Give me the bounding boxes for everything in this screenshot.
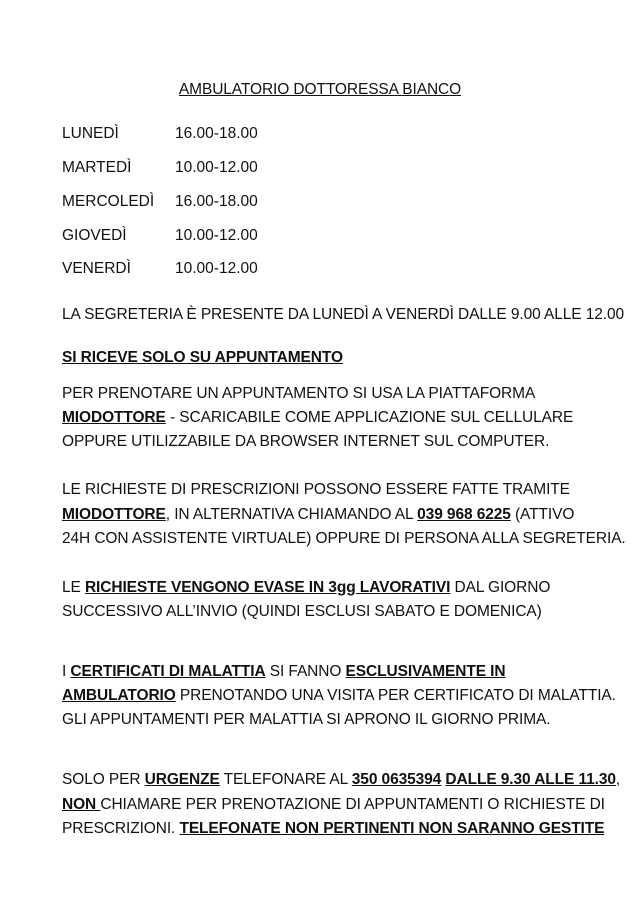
- processing-line-2: SUCCESSIVO ALL’INVIO (QUINDI ESCLUSI SABATO E DOMENICA): [62, 603, 542, 620]
- urgent-phone: 350 0635394: [351, 771, 442, 788]
- prescriptions-line-2-text: , IN ALTERNATIVA CHIAMANDO AL: [165, 506, 418, 523]
- processing-prefix: LE: [62, 579, 85, 596]
- booking-line-1: PER PRENOTARE UN APPUNTAMENTO SI USA LA PIATTAFORMA: [62, 385, 536, 402]
- sick-line-2: [62, 686, 616, 706]
- schedule-hours: 16.00-18.00: [175, 193, 258, 210]
- schedule-hours: 10.00-12.00: [175, 260, 258, 277]
- schedule-day: GIOVEDÌ: [62, 227, 127, 244]
- urgent-comma: ,: [615, 771, 621, 788]
- sick-prefix: I: [62, 663, 71, 680]
- schedule-day: VENERDÌ: [62, 260, 131, 277]
- sick-line-3: GLI APPUNTAMENTI PER MALATTIA SI APRONO IL GIORNO PRIMA.: [62, 711, 551, 728]
- processing-line-1: [62, 578, 550, 598]
- urgent-line-3: [62, 819, 604, 839]
- urgent-hours: DALLE 9.30 ALLE 11.30: [445, 771, 616, 788]
- urgent-line-1-mid: TELEFONARE AL: [219, 771, 352, 788]
- urgent-non: NON: [62, 796, 101, 813]
- urgent-line-2: [62, 795, 605, 815]
- prescriptions-line-2-end: (ATTIVO: [510, 506, 575, 523]
- sick-exclusively: ESCLUSIVAMENTE IN: [345, 663, 506, 680]
- schedule-hours: 16.00-18.00: [175, 125, 258, 142]
- urgent-line-2-text: CHIAMARE PER PRENOTAZIONE DI APPUNTAMENTI O RICHIESTE DI: [100, 796, 605, 813]
- sick-certificates: CERTIFICATI DI MALATTIA: [70, 663, 266, 680]
- miodottore-label: MIODOTTORE: [62, 506, 166, 523]
- secretary-hours: LA SEGRETERIA È PRESENTE DA LUNEDÌ A VENERDÌ DALLE 9.00 ALLE 12.00: [62, 306, 624, 323]
- schedule-hours: 10.00-12.00: [175, 227, 258, 244]
- sick-line-1-mid: SI FANNO: [265, 663, 346, 680]
- booking-line-3: OPPURE UTILIZZABILE DA BROWSER INTERNET SUL COMPUTER.: [62, 433, 550, 450]
- booking-line-2: [62, 408, 573, 428]
- miodottore-label: MIODOTTORE: [62, 409, 166, 426]
- sick-line-2-text: PRENOTANDO UNA VISITA PER CERTIFICATO DI MALATTIA.: [175, 687, 616, 704]
- booking-line-2-text: - SCARICABILE COME APPLICAZIONE SUL CELLULARE: [165, 409, 574, 426]
- urgent-line-1: [62, 770, 620, 790]
- phone-number: 039 968 6225: [417, 506, 511, 523]
- schedule-day: MARTEDÌ: [62, 159, 132, 176]
- schedule-hours: 10.00-12.00: [175, 159, 258, 176]
- urgent-line-3-prefix: PRESCRIZIONI.: [62, 820, 180, 837]
- processing-time: RICHIESTE VENGONO EVASE IN 3gg LAVORATIVI: [84, 579, 451, 596]
- sick-line-1: [62, 662, 505, 682]
- sick-ambulatorio: AMBULATORIO: [62, 687, 176, 704]
- prescriptions-line-3: 24H CON ASSISTENTE VIRTUALE) OPPURE DI PERSONA ALLA SEGRETERIA.: [62, 530, 626, 547]
- appointment-only-heading: SI RICEVE SOLO SU APPUNTAMENTO: [62, 349, 343, 366]
- urgent-warning: TELEFONATE NON PERTINENTI NON SARANNO GESTITE: [179, 820, 605, 837]
- schedule-day: MERCOLEDÌ: [62, 193, 155, 210]
- processing-line-1-end: DAL GIORNO: [450, 579, 551, 596]
- page-title: AMBULATORIO DOTTORESSA BIANCO: [178, 81, 462, 98]
- prescriptions-line-2: [62, 505, 574, 525]
- urgent-label: URGENZE: [144, 771, 220, 788]
- urgent-prefix: SOLO PER: [62, 771, 145, 788]
- schedule-day: LUNEDÌ: [62, 125, 119, 142]
- prescriptions-line-1: LE RICHIESTE DI PRESCRIZIONI POSSONO ESSERE FATTE TRAMITE: [62, 481, 570, 498]
